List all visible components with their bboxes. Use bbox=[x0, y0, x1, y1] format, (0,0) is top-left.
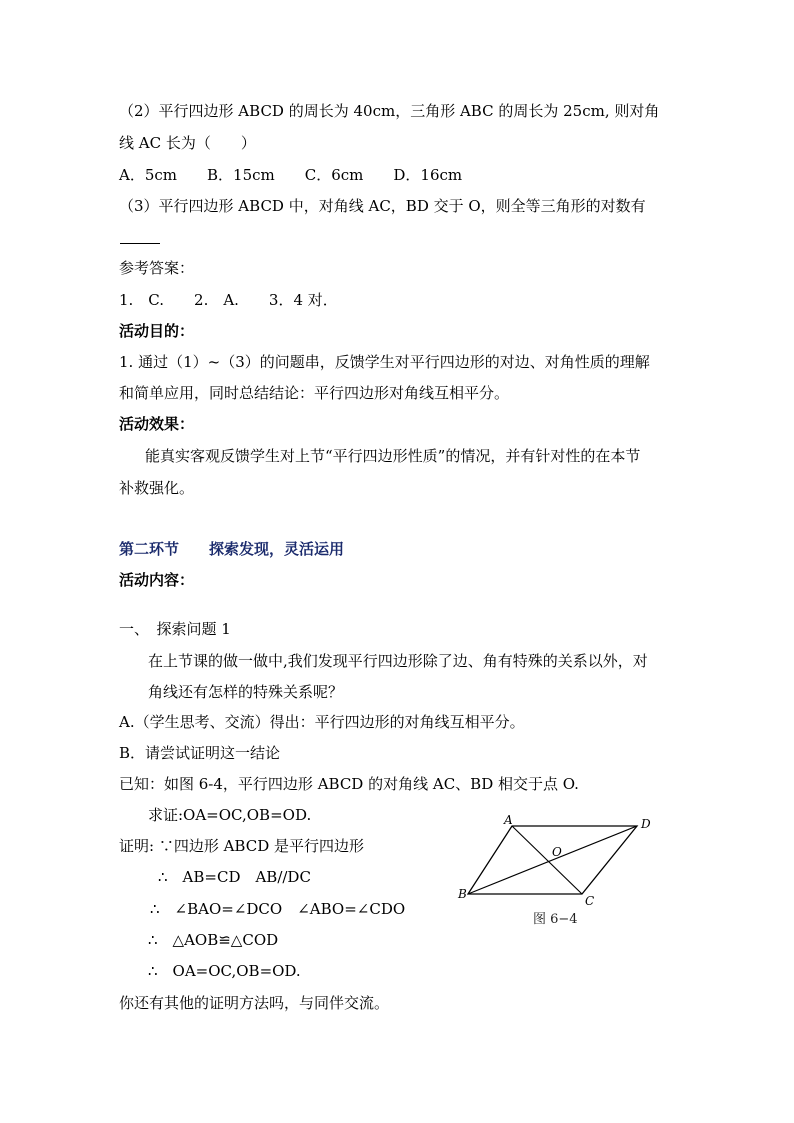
closing-question: 你还有其他的证明方法吗，与同伴交流。 bbox=[119, 994, 390, 1012]
purpose-title: 活动目的： bbox=[119, 322, 195, 340]
given-statement: 已知：如图 6-4，平行四边形 ABCD 的对角线 AC、BD 相交于点 O. bbox=[119, 775, 579, 793]
q3-line1: （3）平行四边形 ABCD 中，对角线 AC，BD 交于 O，则全等三角形的对数有 bbox=[119, 197, 646, 215]
vertex-label-b: B bbox=[458, 887, 467, 901]
explore-b: B．请尝试证明这一结论 bbox=[119, 744, 281, 762]
proof-step1: ∴ AB=CD AB//DC bbox=[158, 868, 311, 886]
purpose-line2: 和简单应用，同时总结结论：平行四边形对角线互相平分。 bbox=[119, 384, 510, 402]
q2-line2: 线 AC 长为（ ） bbox=[119, 134, 256, 152]
effect-line1: 能真实客观反馈学生对上节“平行四边形性质”的情况，并有针对性的在本节 bbox=[145, 447, 641, 465]
section2-title: 第二环节 探索发现，灵活运用 bbox=[119, 540, 345, 558]
proof-step2: ∴ ∠BAO=∠DCO ∠ABO=∠CDO bbox=[150, 900, 406, 918]
answers-text: 1. C. 2. A. 3．4 对． bbox=[119, 291, 338, 309]
proof-title: 证明: ∵四边形 ABCD 是平行四边形 bbox=[119, 837, 364, 855]
answer-blank bbox=[120, 243, 160, 244]
proof-step4: ∴ OA=OC,OB=OD. bbox=[148, 962, 301, 980]
diagonal-ac bbox=[512, 826, 582, 894]
explore-heading: 一、 探索问题 1 bbox=[119, 620, 231, 638]
section2-content-title: 活动内容： bbox=[119, 571, 195, 589]
effect-line2: 补救强化。 bbox=[119, 479, 195, 497]
vertex-label-a: A bbox=[504, 813, 513, 827]
q2-options: A．5cm B．15cm C．6cm D．16cm bbox=[119, 166, 463, 184]
vertex-label-o: O bbox=[552, 845, 562, 859]
prove-statement: 求证:OA=OC,OB=OD. bbox=[148, 806, 312, 824]
diagonal-bd bbox=[468, 826, 637, 894]
explore-line1: 在上节课的做一做中,我们发现平行四边形除了边、角有特殊的关系以外，对 bbox=[148, 652, 648, 670]
explore-line2: 角线还有怎样的特殊关系呢？ bbox=[148, 683, 344, 701]
proof-step3: ∴ △AOB≌△COD bbox=[148, 931, 279, 949]
figure-caption: 图 6−4 bbox=[533, 912, 578, 927]
vertex-label-d: D bbox=[641, 817, 651, 831]
effect-title: 活动效果： bbox=[119, 415, 195, 433]
purpose-line1: 1. 通过（1）~（3）的问题串，反馈学生对平行四边形的对边、对角性质的理解 bbox=[119, 353, 650, 371]
explore-a: A.（学生思考、交流）得出：平行四边形的对角线互相平分。 bbox=[119, 713, 525, 731]
q2-line1: （2）平行四边形 ABCD 的周长为 40cm，三角形 ABC 的周长为 25cm, 则对角 bbox=[119, 102, 660, 120]
answers-title: 参考答案： bbox=[119, 259, 195, 277]
vertex-label-c: C bbox=[585, 894, 595, 908]
